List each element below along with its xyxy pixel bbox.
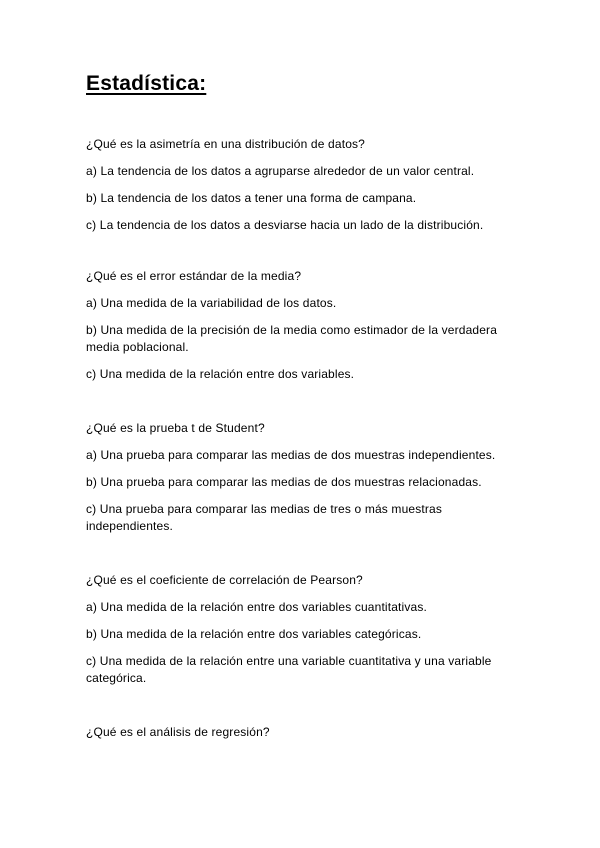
question-text: ¿Qué es la asimetría en una distribución de datos?: [86, 137, 365, 151]
option-c: c) Una medida de la relación entre dos variables.: [86, 367, 355, 381]
question-block-1: [86, 136, 526, 244]
option-c: c) Una prueba para comparar las medias de tres o más muestras independientes.: [86, 502, 442, 533]
question-block-5: [86, 724, 526, 751]
question-text: ¿Qué es el error estándar de la media?: [86, 269, 302, 283]
question-text: ¿Qué es el análisis de regresión?: [86, 725, 270, 739]
option-a: a) Una prueba para comparar las medias de dos muestras independientes.: [86, 448, 496, 462]
question-text: ¿Qué es el coeficiente de correlación de Pearson?: [86, 573, 363, 587]
option-b: b) Una medida de la precisión de la media como estimador de la verdadera media poblacional.: [86, 323, 498, 354]
question-block-2: [86, 268, 526, 393]
question-text: ¿Qué es la prueba t de Student?: [86, 421, 265, 435]
option-a: a) Una medida de la variabilidad de los datos.: [86, 296, 337, 310]
option-b: b) La tendencia de los datos a tener una forma de campana.: [86, 191, 417, 205]
page-title: Estadística:: [86, 72, 207, 95]
option-b: b) Una prueba para comparar las medias de dos muestras relacionadas.: [86, 475, 482, 489]
option-a: a) La tendencia de los datos a agruparse alrededor de un valor central.: [86, 164, 475, 178]
option-a: a) Una medida de la relación entre dos variables cuantitativas.: [86, 600, 427, 614]
option-c: c) La tendencia de los datos a desviarse hacia un lado de la distribución.: [86, 218, 484, 232]
question-block-4: [86, 572, 526, 697]
option-b: b) Una medida de la relación entre dos variables categóricas.: [86, 627, 422, 641]
option-c: c) Una medida de la relación entre una variable cuantitativa y una variable categórica.: [86, 654, 492, 685]
question-block-3: [86, 420, 526, 545]
